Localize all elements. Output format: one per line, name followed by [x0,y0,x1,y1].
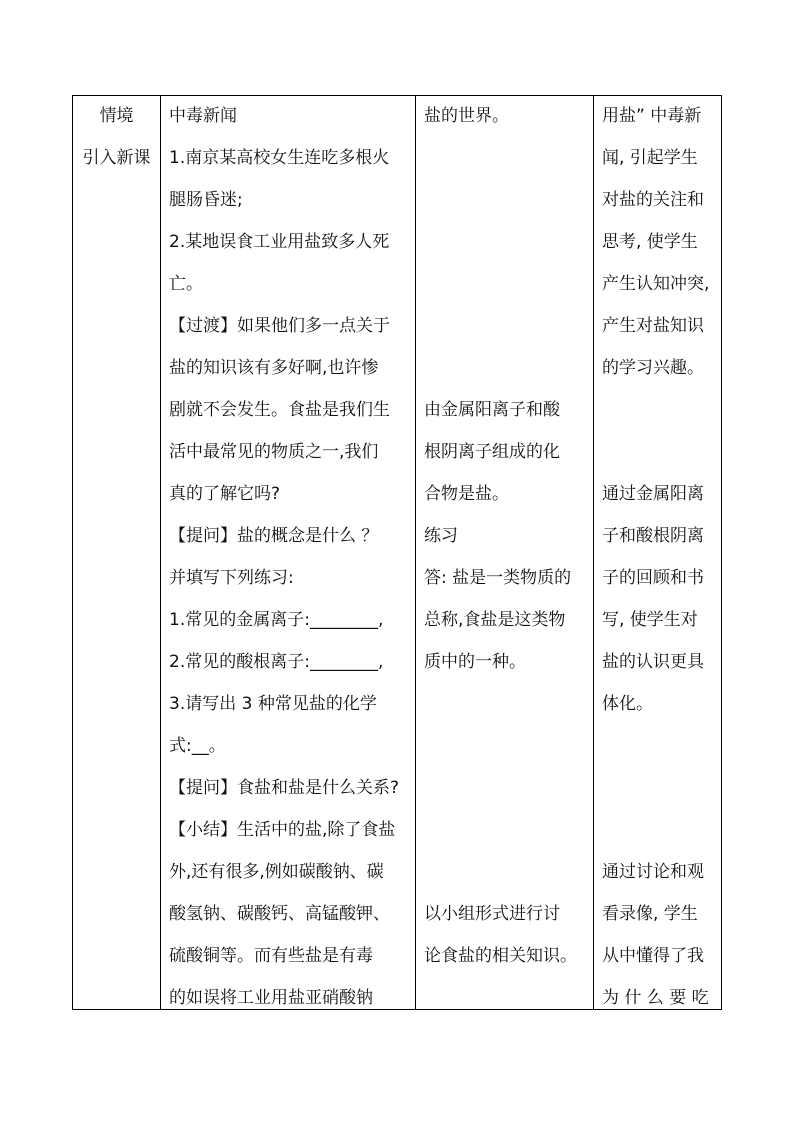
text-line: 看录像, 学生 [602,904,698,924]
text-line: 剧就不会发生。食盐是我们生 [169,400,390,420]
text-line: 思考, 使学生 [602,232,698,252]
text-line: 【提问】盐的概念是什么 ？ [169,526,379,546]
text-line: 盐的知识该有多好啊,也许惨 [169,358,379,378]
text-line: 引入新课 [82,148,151,168]
text-line: 酸氢钠、碳酸钙、高锰酸钾、 [169,904,390,924]
text-line: 质中的一种。 [424,652,526,672]
text-line: 通过讨论和观 [602,862,704,882]
text-line: 2.常见的酸根离子:________, [169,652,384,672]
text-line: 答: 盐是一类物质的 [424,568,572,588]
text-line: 的如误将工业用盐亚硝酸钠 [169,988,373,1008]
design-intent-column [602,96,723,1009]
text-line: 活中最常见的物质之一,我们 [169,442,379,462]
text-line: 式:__。 [169,736,226,756]
text-line: 3.请写出 3 种常见盐的化学 [169,694,377,714]
text-line: 为 什 么 要 吃 [602,988,709,1008]
text-line: 的学习兴趣。 [602,358,704,378]
text-line: 情境 [99,106,134,126]
text-line: 盐的世界。 [424,106,509,126]
text-line: 以小组形式进行讨 [424,904,560,924]
text-line: 1.南京某高校女生连吃多根火 [169,148,390,168]
text-line: 产生对盐知识 [602,316,704,336]
student-activity-column [424,96,593,1009]
column-divider [415,96,416,1009]
text-line: 对盐的关注和 [602,190,704,210]
text-line: 闻, 引起学生 [602,148,698,168]
text-line: 练习 [424,526,458,546]
text-line: 盐的认识更具 [602,652,704,672]
text-line: 合物是盐。 [424,484,509,504]
text-line: 产生认知冲突, [602,274,710,294]
text-line: 1.常见的金属离子:________, [169,610,384,630]
text-line: 根阴离子组成的化 [424,442,560,462]
text-line: 【过渡】如果他们多一点关于 [169,316,390,336]
text-line: 论食盐的相关知识。 [424,946,577,966]
text-line: 真的了解它吗? [169,484,281,504]
text-line: 【提问】食盐和盐是什么关系? [169,778,400,798]
text-line: 外,还有很多,例如碳酸钠、碳 [169,862,384,882]
stage-column [73,96,160,1009]
text-line: 从中懂得了我 [602,946,704,966]
teacher-activity-column [169,96,415,1009]
text-line: 硫酸铜等。而有些盐是有毒 [169,946,373,966]
text-line: 中毒新闻 [169,106,237,126]
text-line: 亡。 [169,274,203,294]
text-line: 2.某地误食工业用盐致多人死 [169,232,390,252]
text-line: 用盐” 中毒新 [602,106,702,126]
text-line: 体化。 [602,694,653,714]
text-line: 子和酸根阴离 [602,526,704,546]
text-line: 写, 使学生对 [602,610,698,630]
text-line: 并填写下列练习: [169,568,294,588]
text-line: 【小结】生活中的盐,除了食盐 [169,820,396,840]
text-line: 腿肠昏迷; [169,190,243,210]
column-divider [160,96,161,1009]
text-line: 子的回顾和书 [602,568,704,588]
lesson-plan-table [72,95,722,1010]
text-line: 通过金属阳离 [602,484,704,504]
column-divider [593,96,594,1009]
text-line: 总称,食盐是这类物 [424,610,566,630]
text-line: 由金属阳离子和酸 [424,400,560,420]
